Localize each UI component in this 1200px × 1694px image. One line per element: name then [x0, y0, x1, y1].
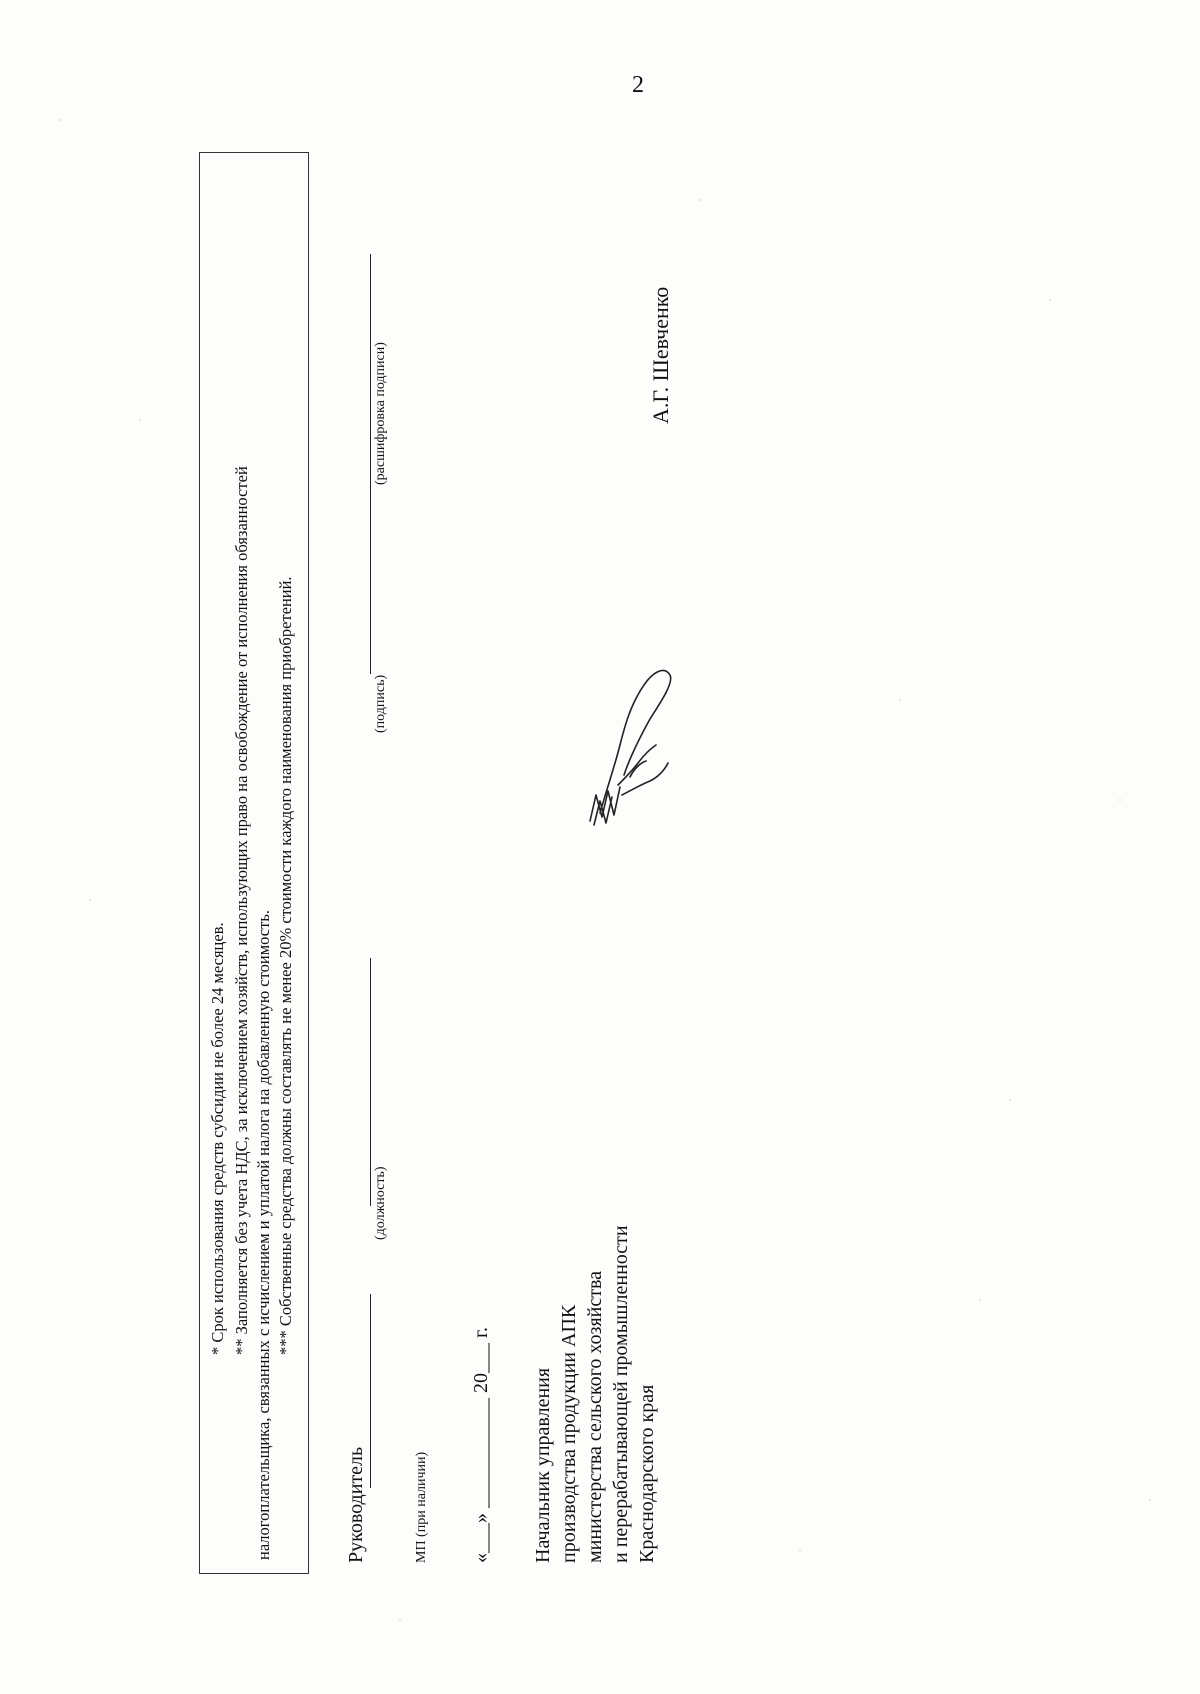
footnote-2: ** Заполняется без учета НДС, за исключением хозяйств, использующих право на освобождение от исполнения обязанностей: [232, 466, 251, 1355]
official-title-line-5: Краснодарского края: [636, 1384, 658, 1563]
official-title-line-2: производства продукции АПК: [558, 1304, 580, 1563]
decoding-caption: (расшифровка подписи): [373, 342, 388, 485]
position-line: [370, 1294, 371, 1488]
official-title-line-4: и перерабатывающей промышленности: [610, 1225, 632, 1563]
official-title-line-3: министерства сельского хозяйства: [584, 1270, 606, 1563]
head-label: Руководитель: [345, 1446, 367, 1563]
date-line: «___» ___________ 20___ г.: [470, 1327, 492, 1563]
decoding-line: [370, 254, 371, 674]
signature-caption: (подпись): [373, 674, 388, 733]
position-caption: (должность): [373, 1166, 388, 1240]
footnote-1: * Срок использования средств субсидии не более 24 месяцев.: [208, 922, 227, 1355]
page-number: 2: [632, 72, 644, 98]
stamp-label: МП (при наличии): [414, 1451, 429, 1563]
footnote-3: *** Собственные средства должны составлять не менее 20% стоимости каждого наименования приобретений.: [276, 576, 295, 1355]
signature-line: [370, 958, 371, 1206]
handwritten-signature: [560, 645, 680, 835]
official-title-line-1: Начальник управления: [532, 1367, 554, 1563]
official-name: А.Г. Шевченко: [648, 286, 673, 424]
footnote-2-continued: налогоплательщика, связанных с исчислением и уплатой налога на добавленную стоимость.: [254, 910, 273, 1560]
